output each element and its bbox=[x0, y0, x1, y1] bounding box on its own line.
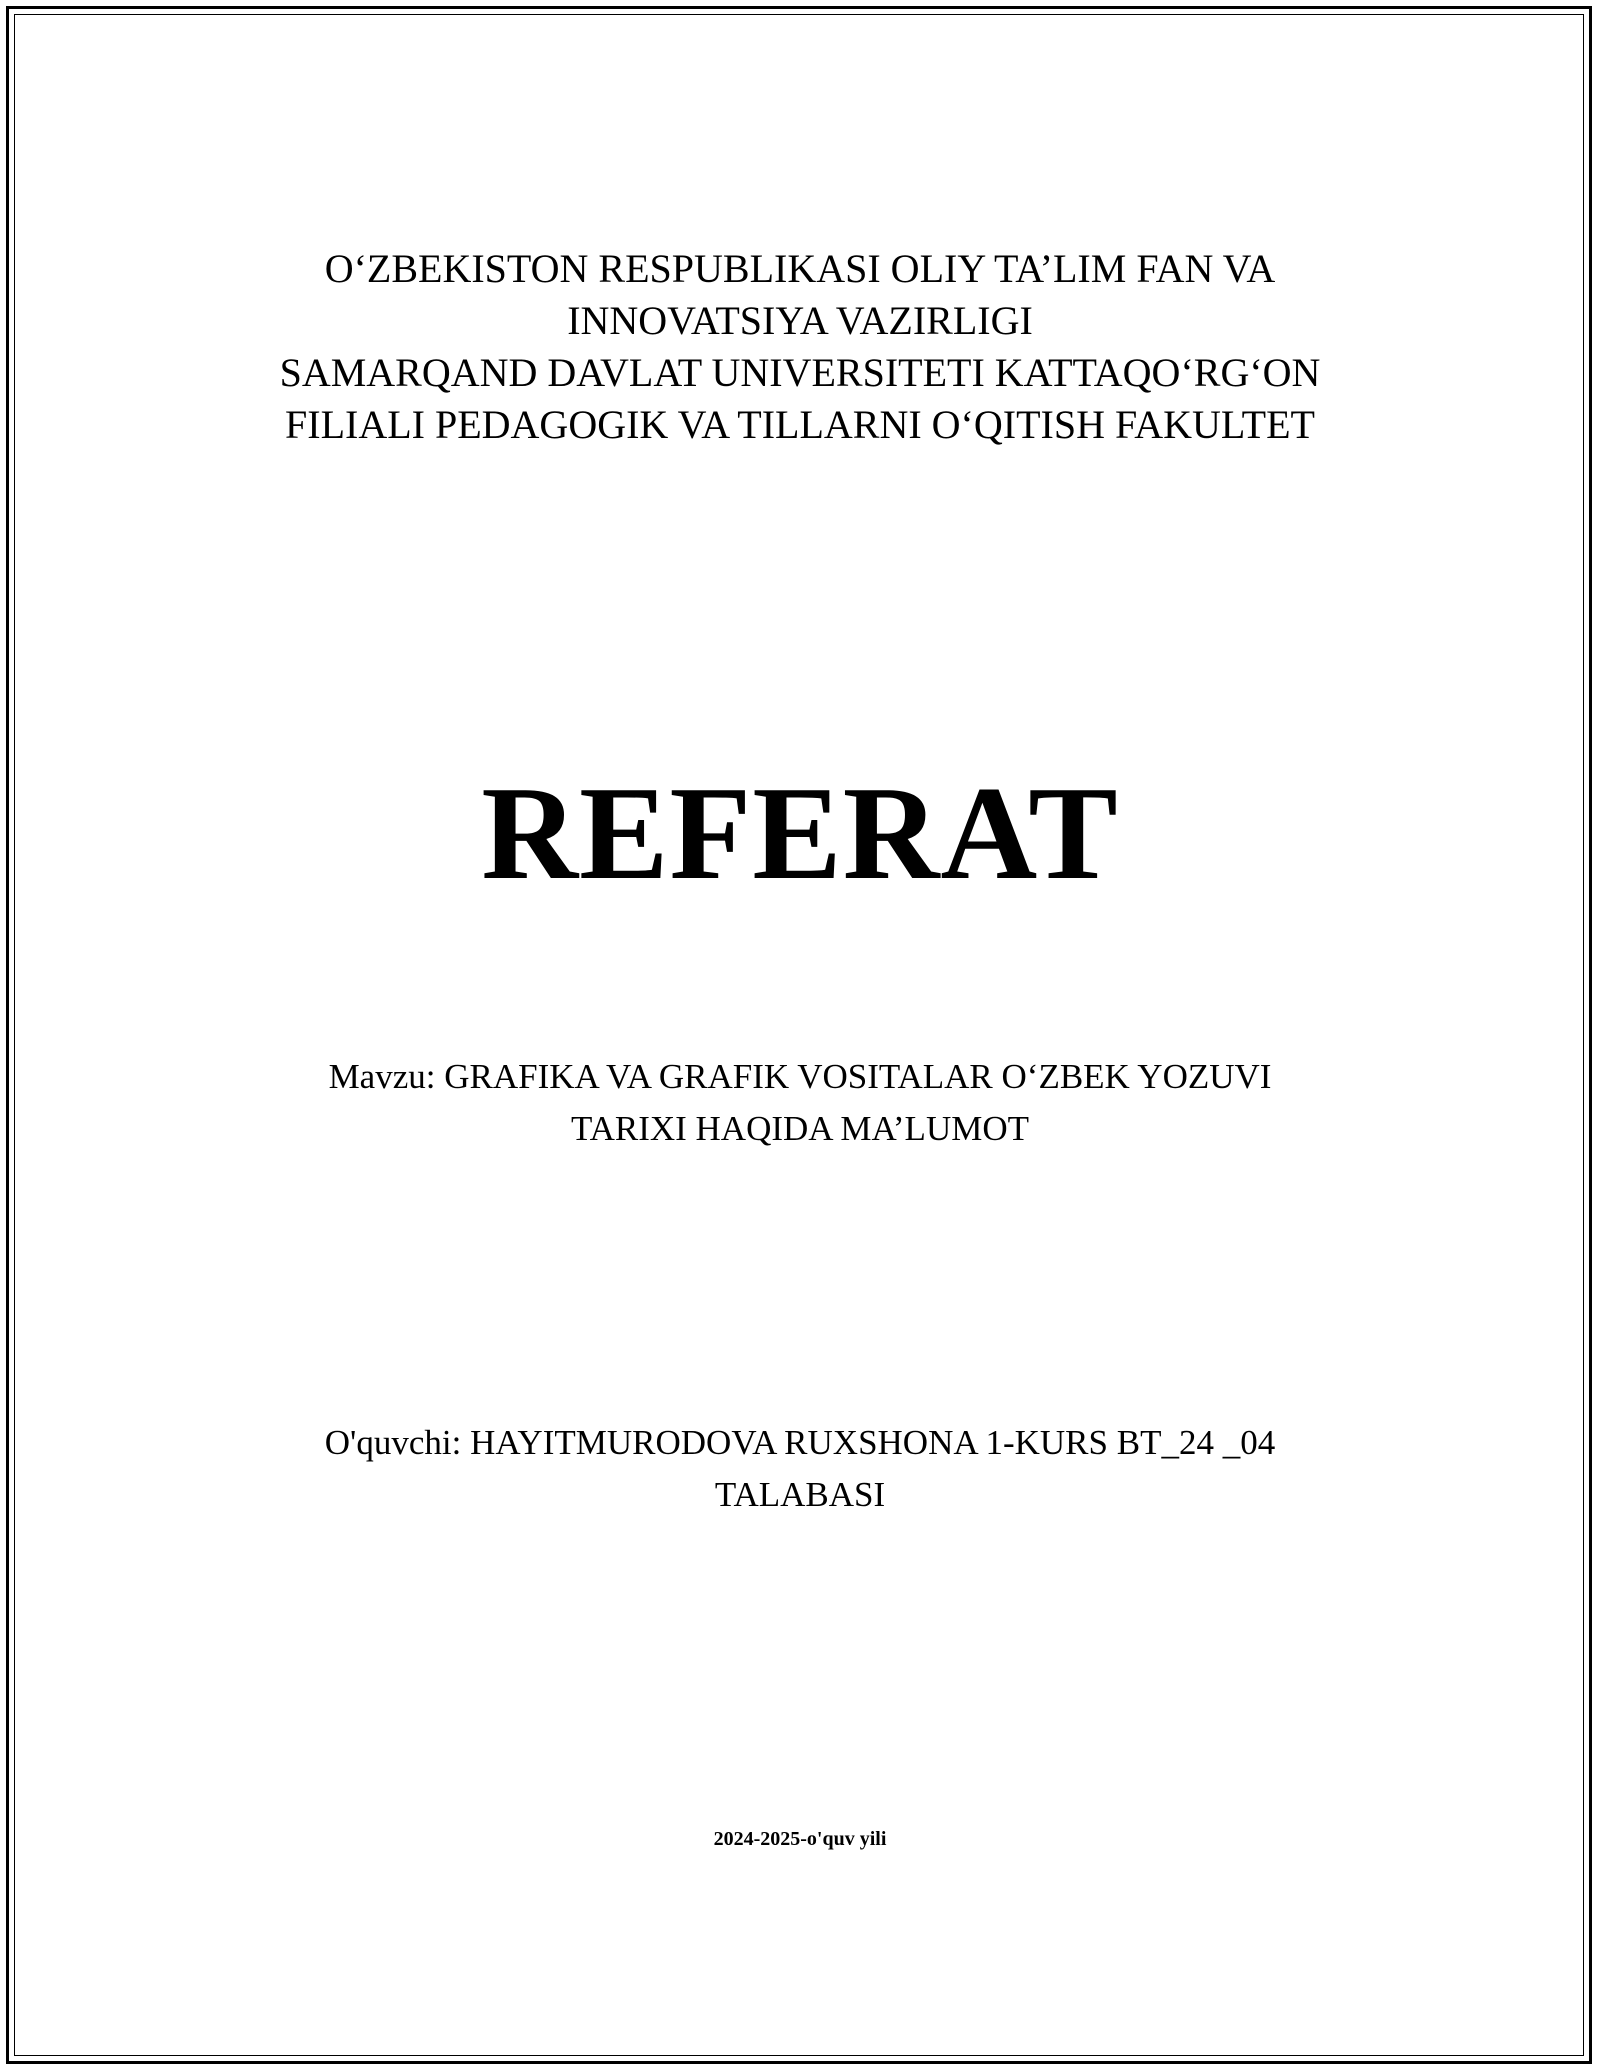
topic-line-1: Mavzu: GRAFIKA VA GRAFIK VOSITALAR O‘ZBEK YOZUVI bbox=[328, 1057, 1272, 1096]
academic-year bbox=[0, 1825, 1600, 1853]
academic-year-text: 2024-2025-o'quv yili bbox=[713, 1828, 887, 1850]
header-line-university: SAMARQAND DAVLAT UNIVERSITETI KATTAQO‘RG‘ON bbox=[279, 350, 1321, 395]
document-title bbox=[0, 758, 1600, 908]
student-block bbox=[0, 1417, 1600, 1521]
title-text: REFERAT bbox=[481, 759, 1119, 907]
institution-header bbox=[0, 243, 1600, 451]
topic-line-2: TARIXI HAQIDA MA’LUMOT bbox=[571, 1109, 1029, 1148]
student-line-2: TALABASI bbox=[714, 1475, 886, 1514]
header-line-faculty: FILIALI PEDAGOGIK VA TILLARNI O‘QITISH FAKULTET bbox=[285, 402, 1315, 447]
topic-block bbox=[0, 1051, 1600, 1155]
header-line-ministry-cont: INNOVATSIYA VAZIRLIGI bbox=[567, 298, 1033, 343]
header-line-ministry: O‘ZBEKISTON RESPUBLIKASI OLIY TA’LIM FAN VA bbox=[324, 246, 1276, 291]
student-line-1: O'quvchi: HAYITMURODOVA RUXSHONA 1-KURS BT_24 _04 bbox=[324, 1423, 1276, 1462]
